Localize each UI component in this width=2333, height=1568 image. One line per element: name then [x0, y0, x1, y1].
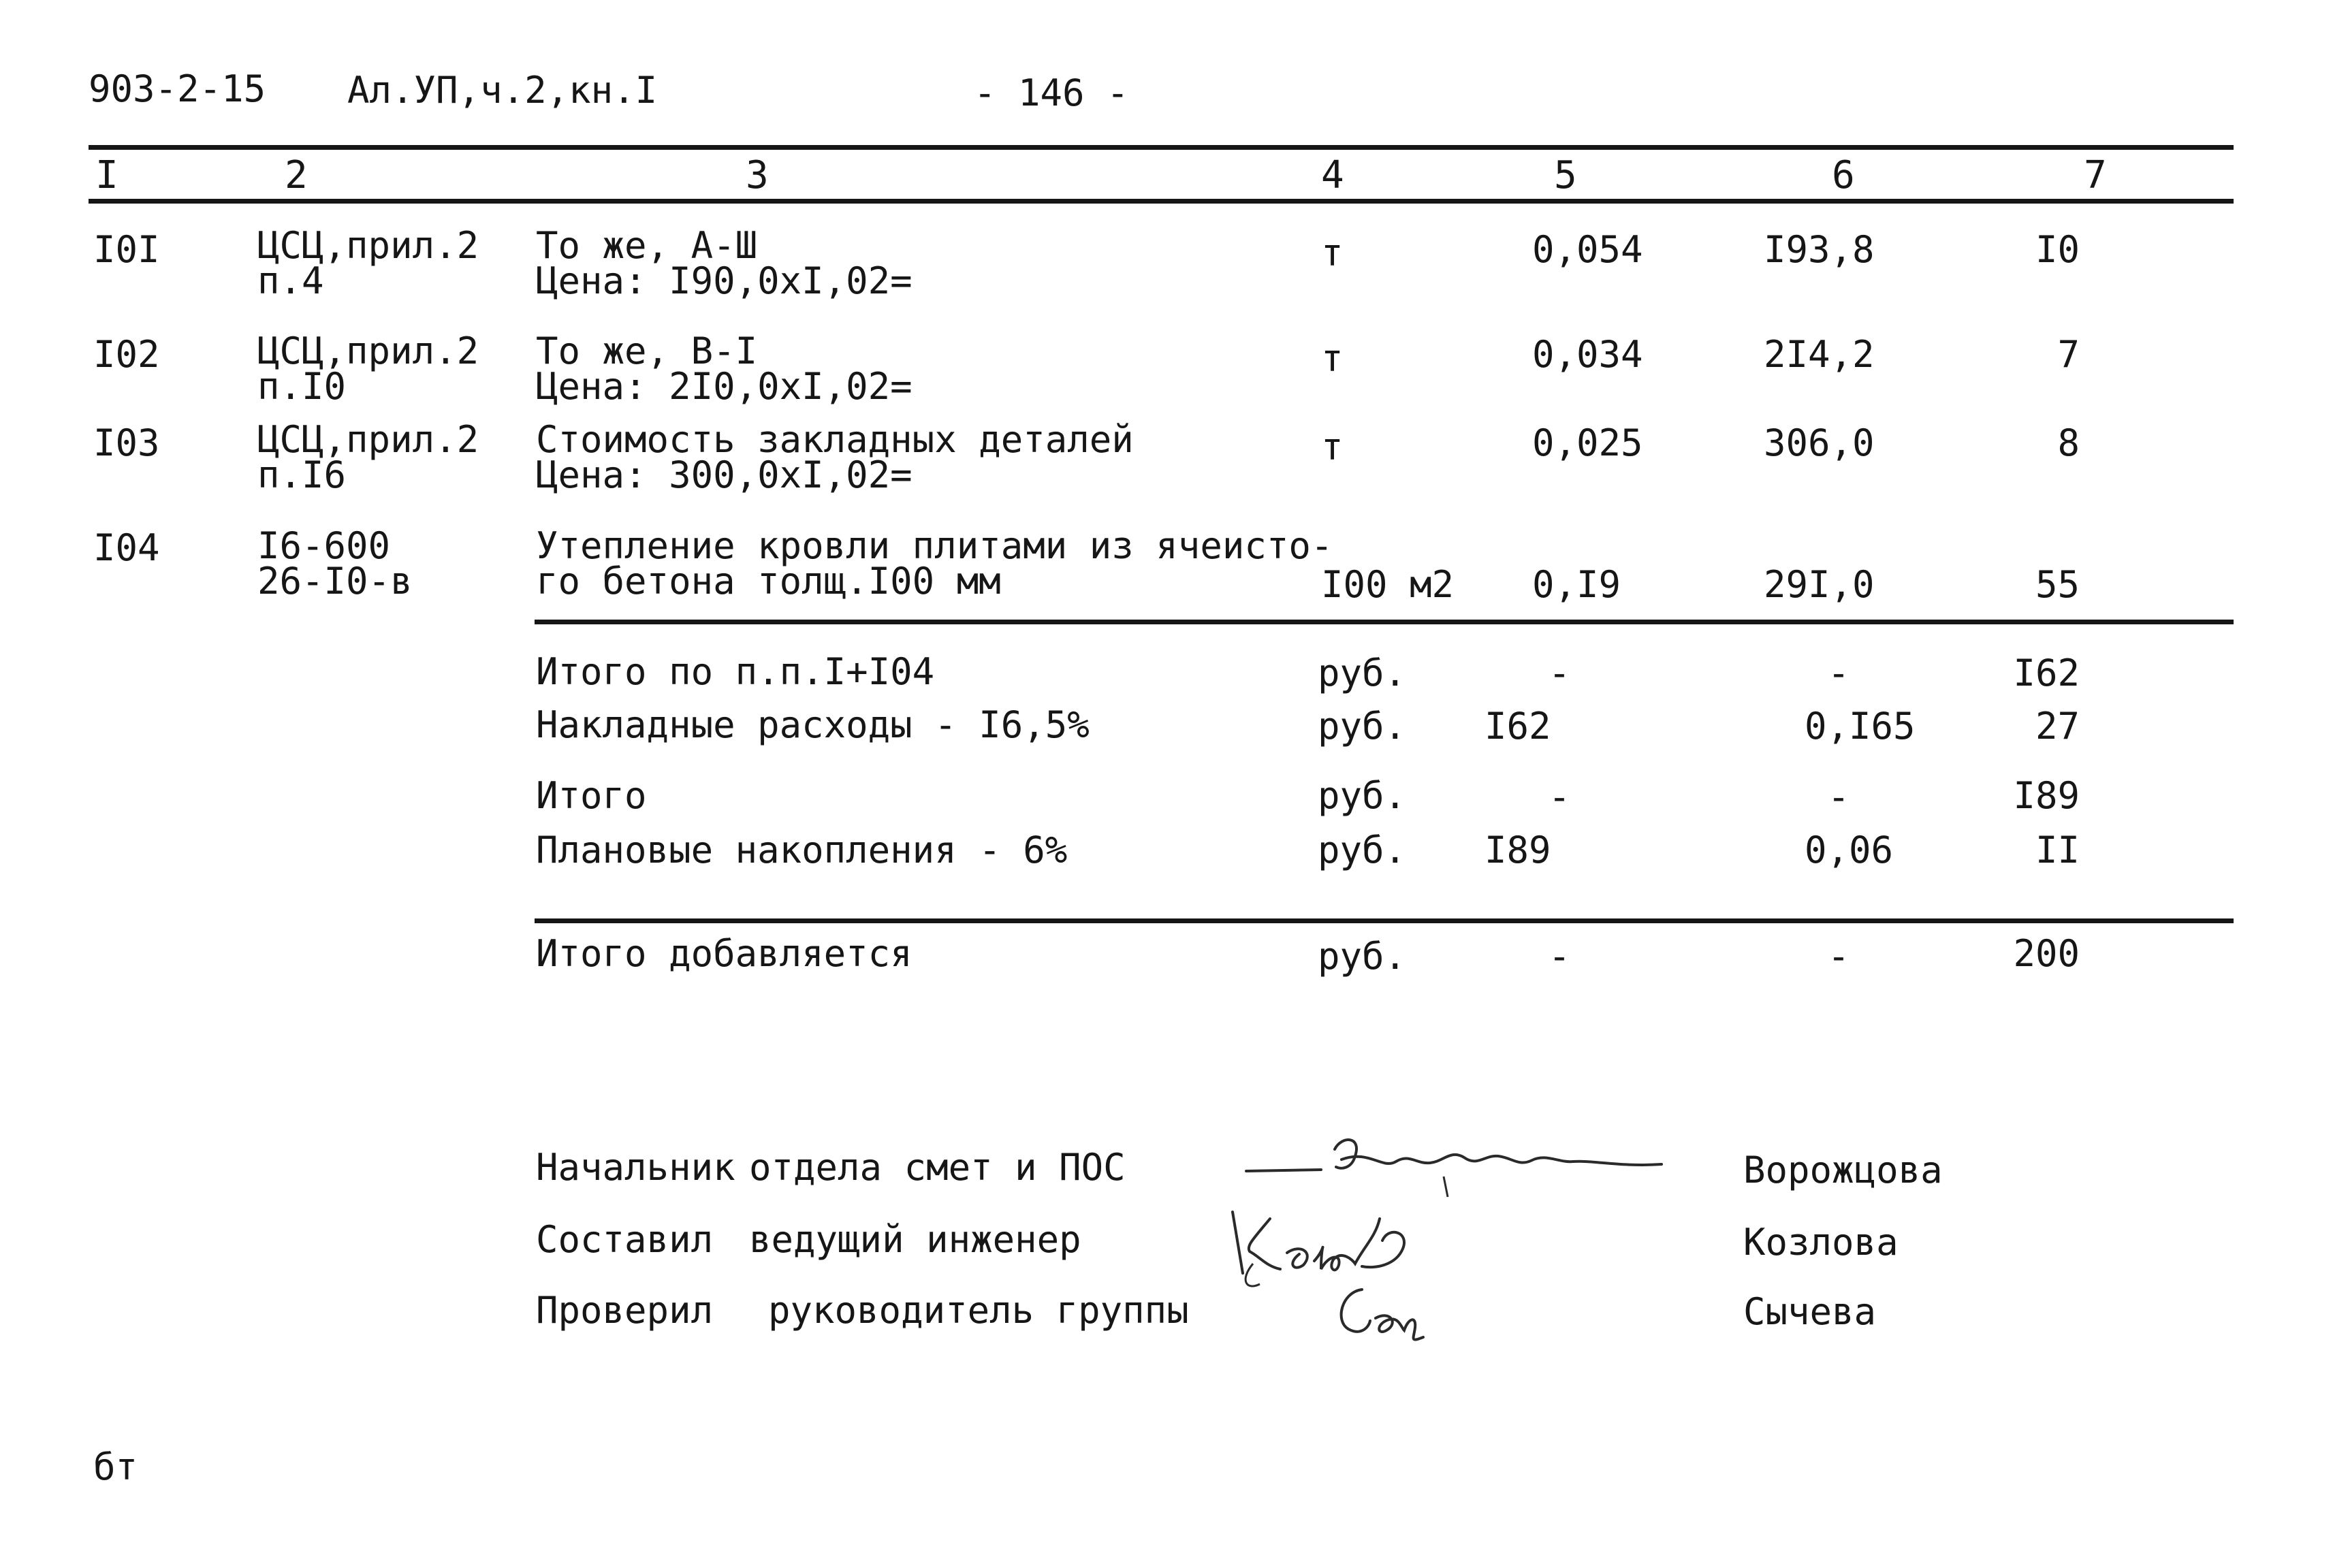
row-unit: I00 м2	[1321, 563, 1455, 606]
final-total-unit: руб.	[1318, 935, 1407, 978]
row-reference: ЦСЦ,прил.2 п.4	[257, 224, 479, 302]
row-reference: ЦСЦ,прил.2 п.I0	[257, 330, 479, 408]
summary-col7: I62	[2013, 652, 2080, 694]
row-unit: т	[1321, 231, 1344, 274]
summary-unit: руб.	[1318, 829, 1407, 871]
row-description: То же, В-I Цена: 2I0,0xI,02=	[536, 330, 912, 408]
row-quantity: 0,054	[1532, 228, 1643, 271]
row-unit: т	[1321, 426, 1344, 468]
final-total-col6: -	[1827, 935, 1850, 978]
summary-top-rule	[535, 620, 2234, 624]
summary-col6: -	[1827, 775, 1850, 818]
summary-col5: -	[1548, 775, 1571, 818]
final-total-col7: 200	[2013, 932, 2080, 975]
footer-mark: бт	[93, 1445, 138, 1488]
row-total: 8	[2057, 421, 2080, 464]
signature-handwriting-kozlov	[1219, 1198, 1423, 1294]
row-number: I0I	[93, 228, 160, 271]
summary-col6: -	[1827, 652, 1850, 694]
signature-handwriting-sycheva	[1328, 1280, 1437, 1348]
row-description: То же, А-Ш Цена: I90,0xI,02=	[536, 224, 912, 302]
table-header-rule	[89, 199, 2234, 204]
signature-role: руководитель группы	[768, 1289, 1189, 1332]
row-reference: ЦСЦ,прил.2 п.I6	[257, 418, 479, 496]
project-code: 903-2-15	[89, 67, 266, 110]
row-total: 7	[2057, 333, 2080, 376]
summary-unit: руб.	[1318, 652, 1407, 694]
summary-col7: I89	[2013, 774, 2080, 817]
summary-col6: 0,06	[1805, 829, 1894, 871]
column-header-6: 6	[1832, 153, 1855, 197]
page-number: - 146 -	[974, 71, 1129, 114]
row-total: 55	[2035, 563, 2080, 606]
row-reference: I6-600 26-I0-в	[257, 524, 413, 603]
summary-label: Плановые накопления - 6%	[536, 829, 1068, 871]
column-header-3: 3	[746, 153, 769, 197]
row-price: 306,0	[1764, 421, 1875, 464]
summary-label: Итого по п.п.I+I04	[536, 650, 935, 693]
table-top-rule	[89, 145, 2234, 150]
summary-col6: 0,I65	[1805, 705, 1916, 748]
row-number: I04	[93, 526, 160, 569]
row-price: 2I4,2	[1764, 333, 1875, 376]
row-price: I93,8	[1764, 228, 1875, 271]
signature-name: Сычева	[1743, 1290, 1877, 1333]
final-total-label: Итого добавляется	[536, 932, 912, 975]
summary-col7: 27	[2035, 705, 2080, 748]
column-header-4: 4	[1321, 153, 1344, 197]
summary-col5: -	[1548, 652, 1571, 694]
summary-label: Накладные расходы - I6,5%	[536, 703, 1090, 746]
signature-name: Ворожцова	[1743, 1149, 1943, 1191]
column-header-1: I	[95, 153, 118, 197]
signature-position: Проверил	[536, 1289, 714, 1332]
summary-col5: I62	[1485, 705, 1551, 748]
row-unit: т	[1321, 337, 1344, 380]
column-header-7: 7	[2084, 153, 2107, 197]
signature-role: отдела смет и ПОС	[749, 1146, 1126, 1189]
summary-unit: руб.	[1318, 774, 1407, 817]
row-number: I02	[93, 333, 160, 376]
column-header-2: 2	[285, 153, 308, 197]
summary-unit: руб.	[1318, 705, 1407, 748]
signature-position: Составил	[536, 1218, 714, 1261]
final-total-col5: -	[1548, 935, 1571, 978]
signature-role: ведущий инженер	[749, 1218, 1081, 1261]
row-quantity: 0,025	[1532, 421, 1643, 464]
row-price: 29I,0	[1764, 563, 1875, 606]
signature-position: Начальник	[536, 1146, 735, 1189]
row-number: I03	[93, 421, 160, 464]
summary-col5: I89	[1485, 829, 1551, 871]
album-reference: Ал.УП,ч.2,кн.I	[347, 69, 658, 112]
final-total-rule	[535, 918, 2234, 923]
signature-name: Козлова	[1743, 1221, 1899, 1264]
summary-label: Итого	[536, 774, 647, 817]
row-description: Утепление кровли плитами из ячеисто- го бетона толщ.I00 мм	[536, 524, 1333, 603]
signature-handwriting-vorozhtsova	[1239, 1122, 1675, 1204]
row-quantity: 0,034	[1532, 333, 1643, 376]
row-total: I0	[2035, 228, 2080, 271]
row-quantity: 0,I9	[1532, 563, 1621, 606]
column-header-5: 5	[1554, 153, 1577, 197]
summary-col7: II	[2035, 829, 2080, 871]
row-description: Стоимость закладных деталей Цена: 300,0xI,02=	[536, 418, 1134, 496]
